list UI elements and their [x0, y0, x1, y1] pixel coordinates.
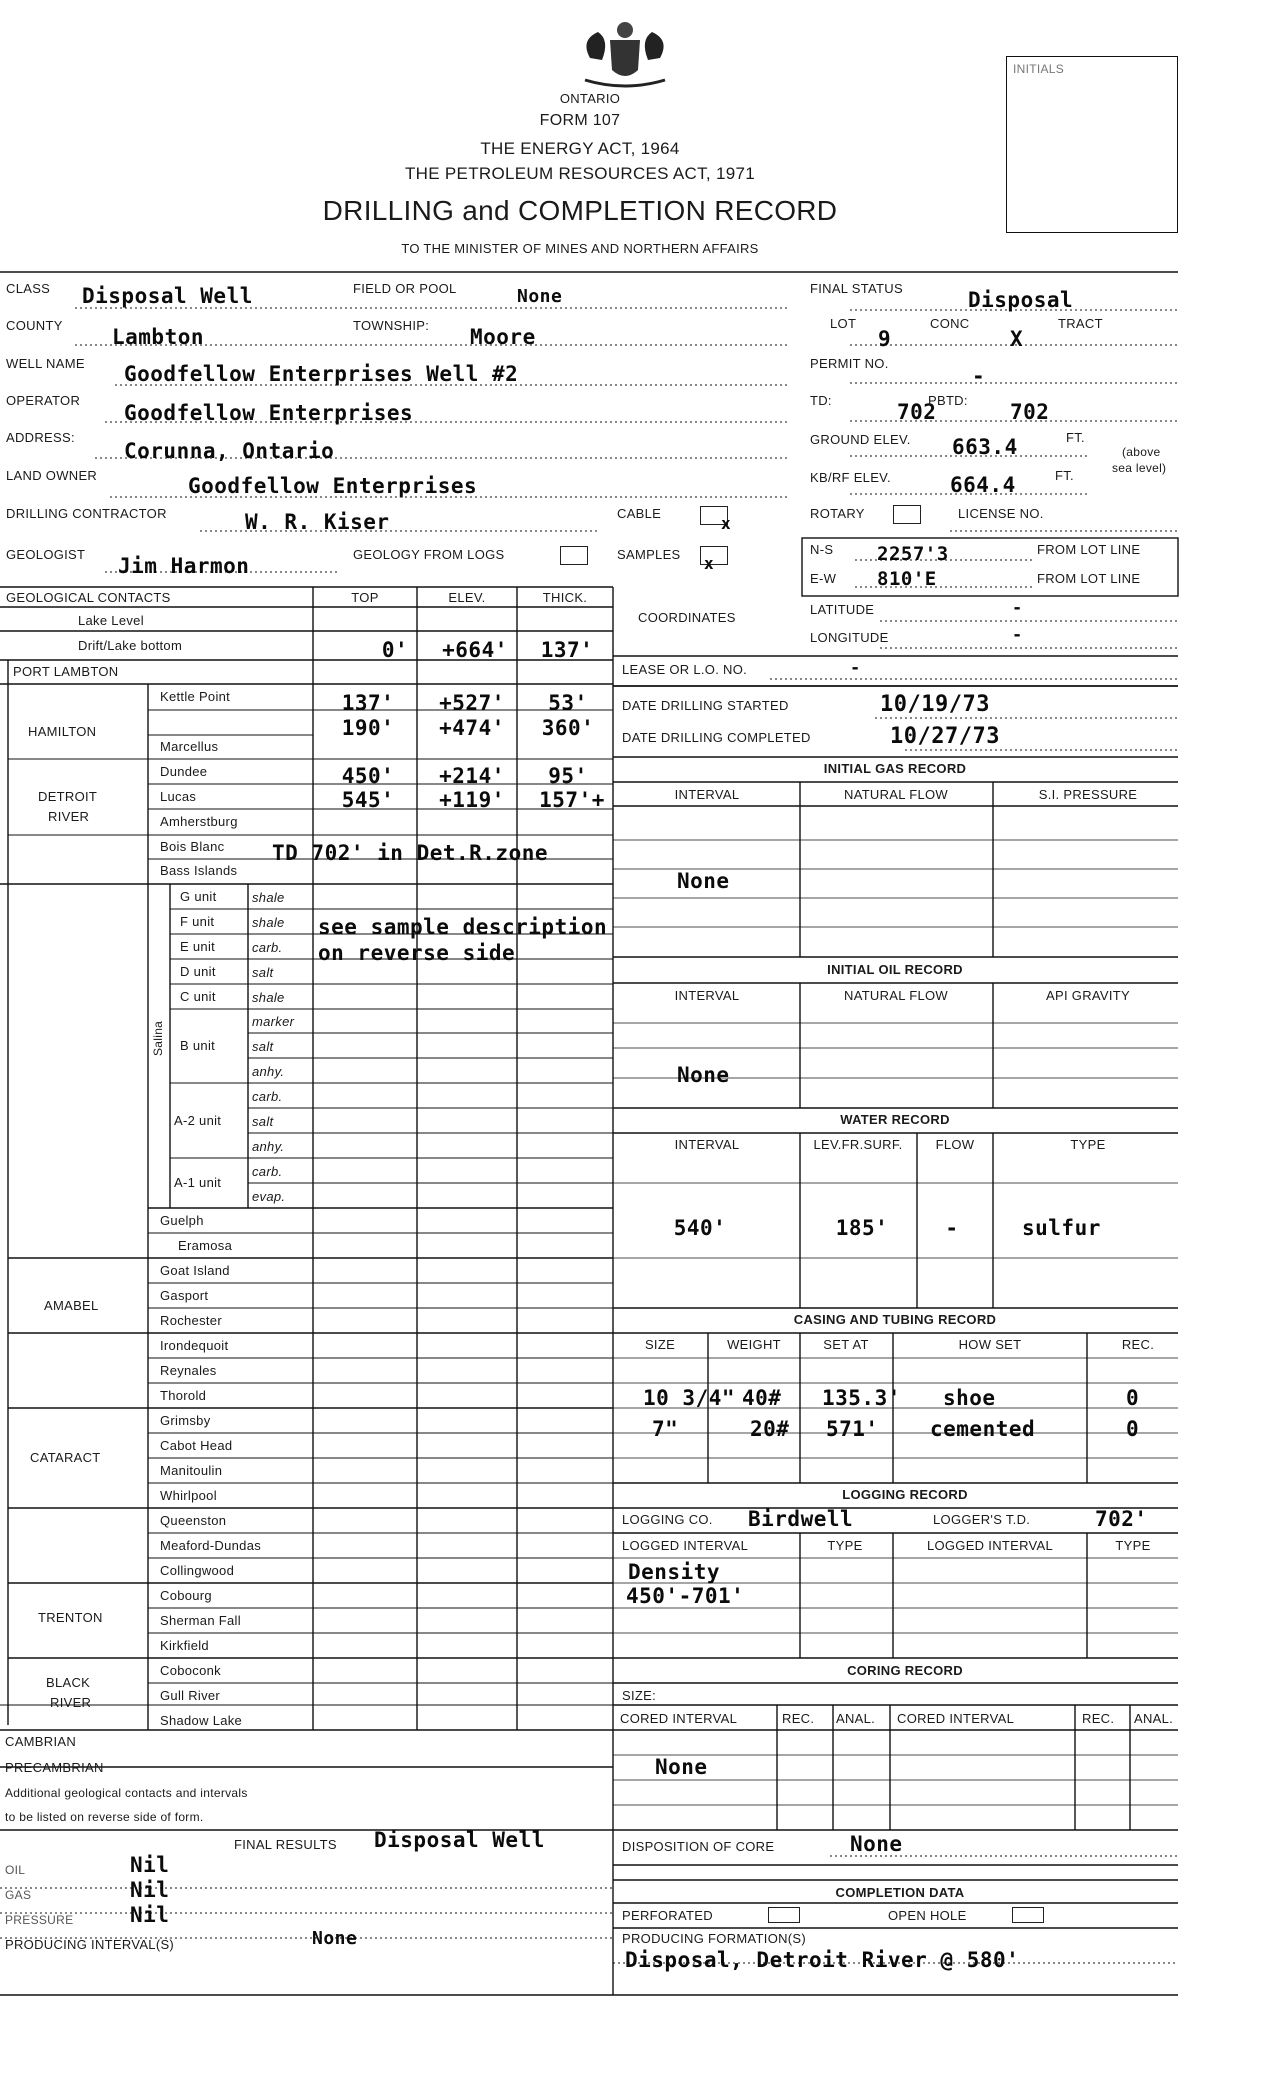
b-anhy: anhy.	[252, 1064, 285, 1079]
rotary-checkbox[interactable]	[893, 505, 921, 524]
a2-unit: A-2 unit	[174, 1113, 222, 1128]
coring-size: SIZE:	[622, 1688, 657, 1703]
gas-result: Nil	[130, 1878, 170, 1902]
drift-thick: 137'	[540, 638, 594, 662]
col-thick: THICK.	[542, 590, 588, 605]
col-top: TOP	[351, 590, 379, 605]
oil-heading: INITIAL OIL RECORD	[827, 962, 963, 977]
from-lot-line-ns: FROM LOT LINE	[1037, 542, 1141, 557]
geo-heading: GEOLOGICAL CONTACTS	[6, 590, 171, 605]
d-salt: salt	[252, 965, 274, 980]
land-owner-value: Goodfellow Enterprises	[188, 474, 478, 498]
a1-carb: carb.	[252, 1164, 283, 1179]
sea-level-label: sea level)	[1112, 461, 1167, 475]
well-name-label: WELL NAME	[6, 356, 85, 371]
township-value: Moore	[470, 325, 536, 349]
cataract: CATARACT	[30, 1450, 101, 1465]
samples-check-mark: x	[704, 554, 715, 573]
water-heading: WATER RECORD	[840, 1112, 950, 1127]
oil-value: None	[677, 1063, 730, 1087]
address-value: Corunna, Ontario	[124, 439, 335, 463]
ft-label-2: FT.	[1055, 468, 1074, 483]
coring-rec-1: REC.	[782, 1711, 815, 1726]
logger-td-label: LOGGER'S T.D.	[933, 1512, 1031, 1527]
cable-check-mark: x	[721, 514, 732, 533]
coring-heading: CORING RECORD	[847, 1663, 963, 1678]
final-status-label: FINAL STATUS	[810, 281, 903, 296]
gas-natural-flow: NATURAL FLOW	[844, 787, 948, 802]
kb-elev-label: KB/RF ELEV.	[810, 470, 891, 485]
geology-logs-label: GEOLOGY FROM LOGS	[353, 547, 505, 562]
lake-level: Lake Level	[78, 613, 144, 628]
latitude-label: LATITUDE	[810, 602, 875, 617]
water-type-value: sulfur	[1022, 1216, 1101, 1240]
lot-value: 9	[878, 327, 892, 351]
dundee-top: 450'	[341, 764, 395, 788]
lease-value: -	[850, 658, 861, 678]
logged-interval-2: LOGGED INTERVAL	[926, 1538, 1054, 1553]
oil-natural-flow: NATURAL FLOW	[844, 988, 948, 1003]
black-river-1: BLACK	[46, 1675, 91, 1690]
sample-note-2: on reverse side	[318, 941, 516, 965]
producing-interval-value: None	[312, 1928, 358, 1949]
b-marker: marker	[252, 1014, 295, 1029]
producing-interval-label: PRODUCING INTERVAL(S)	[5, 1937, 175, 1952]
dundee-elev: +214'	[439, 764, 505, 788]
dundee-thick: 95'	[548, 764, 588, 788]
cambrian: CAMBRIAN	[5, 1734, 77, 1749]
f-shale: shale	[252, 915, 285, 930]
queenston: Queenston	[160, 1513, 227, 1528]
a2-carb: carb.	[252, 1089, 283, 1104]
logger-td-value: 702'	[1095, 1507, 1148, 1531]
coring-value: None	[655, 1755, 708, 1779]
drift-elev: +664'	[442, 638, 508, 662]
form-number: FORM 107	[539, 112, 621, 129]
open-hole-checkbox[interactable]	[1012, 1907, 1044, 1923]
casing-row-1-set-at: 135.3'	[822, 1386, 901, 1410]
casing-how-set: HOW SET	[958, 1337, 1022, 1352]
conc-value: X	[1010, 327, 1024, 351]
logging-value-1: Density	[628, 1560, 721, 1584]
land-owner-label: LAND OWNER	[6, 468, 98, 483]
d-unit: D unit	[180, 964, 216, 979]
lucas-elev: +119'	[439, 788, 505, 812]
f-unit: F unit	[180, 914, 215, 929]
county-value: Lambton	[112, 325, 205, 349]
casing-row-1-size: 10 3/4"	[643, 1386, 736, 1410]
marcellus-thick: 360'	[541, 716, 595, 740]
gas-heading: INITIAL GAS RECORD	[823, 761, 967, 776]
lot-label: LOT	[830, 316, 857, 331]
water-flow-value: -	[945, 1216, 959, 1240]
date-started-value: 10/19/73	[880, 692, 990, 717]
marcellus: Marcellus	[160, 739, 219, 754]
act-1971: THE PETROLEUM RESOURCES ACT, 1971	[405, 164, 755, 183]
coring-anal-2: ANAL.	[1134, 1711, 1174, 1726]
cabot-head: Cabot Head	[160, 1438, 233, 1453]
eramosa: Eramosa	[178, 1238, 233, 1253]
date-completed-value: 10/27/73	[890, 724, 1000, 749]
rochester: Rochester	[160, 1313, 222, 1328]
latitude-value: -	[1012, 598, 1023, 618]
manitoulin: Manitoulin	[160, 1463, 223, 1478]
logged-interval-1: LOGGED INTERVAL	[622, 1538, 749, 1553]
c-shale: shale	[252, 990, 285, 1005]
from-lot-line-ew: FROM LOT LINE	[1037, 571, 1141, 586]
marcellus-top: 190'	[341, 716, 395, 740]
oil-interval: INTERVAL	[674, 988, 740, 1003]
county-label: COUNTY	[6, 318, 63, 333]
gasport: Gasport	[160, 1288, 209, 1303]
shadow-lake: Shadow Lake	[160, 1713, 243, 1728]
cable-label: CABLE	[617, 506, 662, 521]
water-lev: LEV.FR.SURF.	[813, 1137, 903, 1152]
kirkfield: Kirkfield	[160, 1638, 209, 1653]
casing-row-2-set-at: 571'	[826, 1417, 879, 1441]
cored-interval-1: CORED INTERVAL	[620, 1711, 738, 1726]
pbtd-label: PBTD:	[928, 393, 968, 408]
casing-size: SIZE	[644, 1337, 676, 1352]
date-started-label: DATE DRILLING STARTED	[622, 698, 789, 713]
ground-elev-label: GROUND ELEV.	[810, 432, 911, 447]
tract-label: TRACT	[1058, 316, 1103, 331]
pressure-result: Nil	[130, 1903, 170, 1927]
g-shale: shale	[252, 890, 285, 905]
ground-elev-value: 663.4	[952, 435, 1018, 459]
final-results-label: FINAL RESULTS	[234, 1837, 337, 1852]
lucas-top: 545'	[341, 788, 395, 812]
samples-label: SAMPLES	[617, 547, 681, 562]
ns-value: 2257'3	[877, 543, 949, 565]
disposition-label: DISPOSITION OF CORE	[622, 1839, 775, 1854]
rotary-label: ROTARY	[810, 506, 865, 521]
drift-label: Drift/Lake bottom	[78, 638, 183, 653]
permit-label: PERMIT NO.	[810, 356, 889, 371]
casing-row-1-how-set: shoe	[943, 1386, 996, 1410]
marcellus-elev: +474'	[439, 716, 505, 740]
operator-label: OPERATOR	[6, 393, 81, 408]
kettle-top: 137'	[341, 691, 395, 715]
pressure-label: PRESSURE	[5, 1913, 74, 1927]
a1-unit: A-1 unit	[174, 1175, 222, 1190]
detroit-label-2: RIVER	[48, 809, 90, 824]
sherman-fall: Sherman Fall	[160, 1613, 241, 1628]
thorold: Thorold	[160, 1388, 207, 1403]
detroit-label-1: DETROIT	[38, 789, 98, 804]
contractor-value: W. R. Kiser	[245, 510, 390, 534]
subtitle: TO THE MINISTER OF MINES AND NORTHERN AFFAIRS	[401, 241, 759, 256]
oil-label: OIL	[5, 1863, 26, 1877]
g-unit: G unit	[180, 889, 217, 904]
province: ONTARIO	[559, 91, 621, 106]
producing-formation-value: Disposal, Detroit River @ 580'	[625, 1948, 1020, 1972]
a2-salt: salt	[252, 1114, 274, 1129]
conc-label: CONC	[930, 316, 970, 331]
casing-row-2-size: 7"	[652, 1417, 679, 1441]
page-title: DRILLING and COMPLETION RECORD	[322, 195, 838, 226]
casing-row-2-rec: 0	[1126, 1417, 1140, 1441]
permit-value: -	[972, 364, 986, 388]
gas-label: GAS	[5, 1888, 32, 1902]
bass-islands: Bass Islands	[160, 863, 238, 878]
initials-box	[1006, 56, 1178, 233]
casing-set-at: SET AT	[823, 1337, 869, 1352]
oil-api-gravity: API GRAVITY	[1046, 988, 1130, 1003]
operator-value: Goodfellow Enterprises	[124, 401, 414, 425]
casing-row-2-weight: 20#	[750, 1417, 790, 1441]
guelph: Guelph	[160, 1213, 204, 1228]
td-label: TD:	[810, 393, 832, 408]
casing-row-1-rec: 0	[1126, 1386, 1140, 1410]
final-status-value: Disposal	[968, 288, 1074, 312]
date-completed-label: DATE DRILLING COMPLETED	[622, 730, 811, 745]
gas-value: None	[677, 869, 730, 893]
a2-anhy: anhy.	[252, 1139, 285, 1154]
e-carb: carb.	[252, 940, 283, 955]
c-unit: C unit	[180, 989, 216, 1004]
td-value: 702	[897, 400, 937, 424]
perforated-label: PERFORATED	[622, 1908, 713, 1923]
producing-formation-label: PRODUCING FORMATION(S)	[622, 1931, 807, 1946]
field-value: None	[517, 286, 563, 307]
goat-island: Goat Island	[160, 1263, 230, 1278]
kettle-elev: +527'	[439, 691, 505, 715]
water-lev-value: 185'	[835, 1216, 889, 1240]
amabel: AMABEL	[44, 1298, 99, 1313]
cored-interval-2: CORED INTERVAL	[897, 1711, 1015, 1726]
field-label: FIELD OR POOL	[353, 281, 457, 296]
disposition-value: None	[850, 1832, 903, 1856]
meaford-dundas: Meaford-Dundas	[160, 1538, 262, 1553]
a1-evap: evap.	[252, 1189, 286, 1204]
trenton: TRENTON	[38, 1610, 103, 1625]
coat-of-arms	[585, 22, 665, 86]
contractor-label: DRILLING CONTRACTOR	[6, 506, 167, 521]
gas-interval: INTERVAL	[674, 787, 740, 802]
sample-note-1: see sample description	[318, 915, 608, 939]
coring-anal-1: ANAL.	[836, 1711, 876, 1726]
logging-co-label: LOGGING CO.	[622, 1512, 713, 1527]
ft-label-1: FT.	[1066, 430, 1085, 445]
oil-result: Nil	[130, 1853, 170, 1877]
note-line-2: to be listed on reverse side of form.	[5, 1810, 204, 1824]
act-1964: THE ENERGY ACT, 1964	[480, 139, 680, 158]
coordinates-label: COORDINATES	[638, 610, 736, 625]
geologist-label: GEOLOGIST	[6, 547, 86, 562]
td-note: TD 702' in Det.R.zone	[272, 841, 549, 865]
casing-weight: WEIGHT	[727, 1337, 781, 1352]
above-label: (above	[1122, 445, 1161, 459]
amherstburg: Amherstburg	[160, 814, 238, 829]
drift-top: 0'	[381, 638, 409, 662]
logging-value-2: 450'-701'	[626, 1584, 745, 1608]
casing-row-1-weight: 40#	[742, 1386, 782, 1410]
lucas-thick: 157'+	[539, 788, 605, 812]
whirlpool: Whirlpool	[160, 1488, 217, 1503]
kettle-thick: 53'	[548, 691, 588, 715]
ew-label: E-W	[810, 571, 837, 586]
black-river-2: RIVER	[50, 1695, 92, 1710]
gas-si-pressure: S.I. PRESSURE	[1038, 787, 1138, 802]
ew-value: 810'E	[877, 568, 937, 590]
cobourg: Cobourg	[160, 1588, 212, 1603]
coring-rec-2: REC.	[1082, 1711, 1115, 1726]
class-label: CLASS	[6, 281, 51, 296]
b-salt: salt	[252, 1039, 274, 1054]
logging-type-2: TYPE	[1115, 1538, 1151, 1553]
collingwood: Collingwood	[160, 1563, 235, 1578]
township-label: TOWNSHIP:	[353, 318, 430, 333]
address-label: ADDRESS:	[6, 430, 75, 445]
water-interval-value: 540'	[673, 1216, 727, 1240]
b-unit: B unit	[180, 1038, 216, 1053]
well-name-value: Goodfellow Enterprises Well #2	[124, 362, 519, 386]
casing-heading: CASING AND TUBING RECORD	[793, 1312, 997, 1327]
water-type: TYPE	[1070, 1137, 1106, 1152]
longitude-label: LONGITUDE	[810, 630, 889, 645]
lease-label: LEASE OR L.O. NO.	[622, 662, 748, 677]
ns-label: N-S	[810, 542, 834, 557]
kb-elev-value: 664.4	[950, 473, 1016, 497]
initials-label: INITIALS	[1013, 62, 1065, 76]
irondequoit: Irondequoit	[160, 1338, 229, 1353]
reynales: Reynales	[160, 1363, 217, 1378]
completion-heading: COMPLETION DATA	[835, 1885, 965, 1900]
perforated-checkbox[interactable]	[768, 1907, 800, 1923]
col-elev: ELEV.	[448, 590, 486, 605]
kettle-point: Kettle Point	[160, 689, 231, 704]
e-unit: E unit	[180, 939, 216, 954]
water-interval: INTERVAL	[674, 1137, 740, 1152]
logging-co-value: Birdwell	[748, 1507, 854, 1531]
geologist-value: Jim Harmon	[118, 554, 250, 578]
bois-blanc: Bois Blanc	[160, 839, 225, 854]
open-hole-label: OPEN HOLE	[888, 1908, 967, 1923]
water-flow: FLOW	[935, 1137, 975, 1152]
lucas: Lucas	[160, 789, 197, 804]
casing-row-2-how-set: cemented	[930, 1417, 1036, 1441]
logging-type-1: TYPE	[827, 1538, 863, 1553]
gull-river: Gull River	[160, 1688, 221, 1703]
salina-label: Salina	[151, 1020, 165, 1056]
hamilton: HAMILTON	[28, 724, 97, 739]
precambrian: PRECAMBRIAN	[5, 1760, 104, 1775]
geology-logs-checkbox[interactable]	[560, 546, 588, 565]
license-label: LICENSE NO.	[958, 506, 1044, 521]
final-results-value: Disposal Well	[374, 1828, 545, 1852]
port-lambton: PORT LAMBTON	[13, 664, 119, 679]
dundee: Dundee	[160, 764, 208, 779]
casing-rec: REC.	[1121, 1337, 1155, 1352]
pbtd-value: 702	[1010, 400, 1050, 424]
coboconk: Coboconk	[160, 1663, 221, 1678]
logging-heading: LOGGING RECORD	[842, 1487, 968, 1502]
grimsby: Grimsby	[160, 1413, 211, 1428]
longitude-value: -	[1012, 625, 1023, 645]
note-line-1: Additional geological contacts and intervals	[5, 1786, 248, 1800]
class-value: Disposal Well	[82, 284, 253, 308]
